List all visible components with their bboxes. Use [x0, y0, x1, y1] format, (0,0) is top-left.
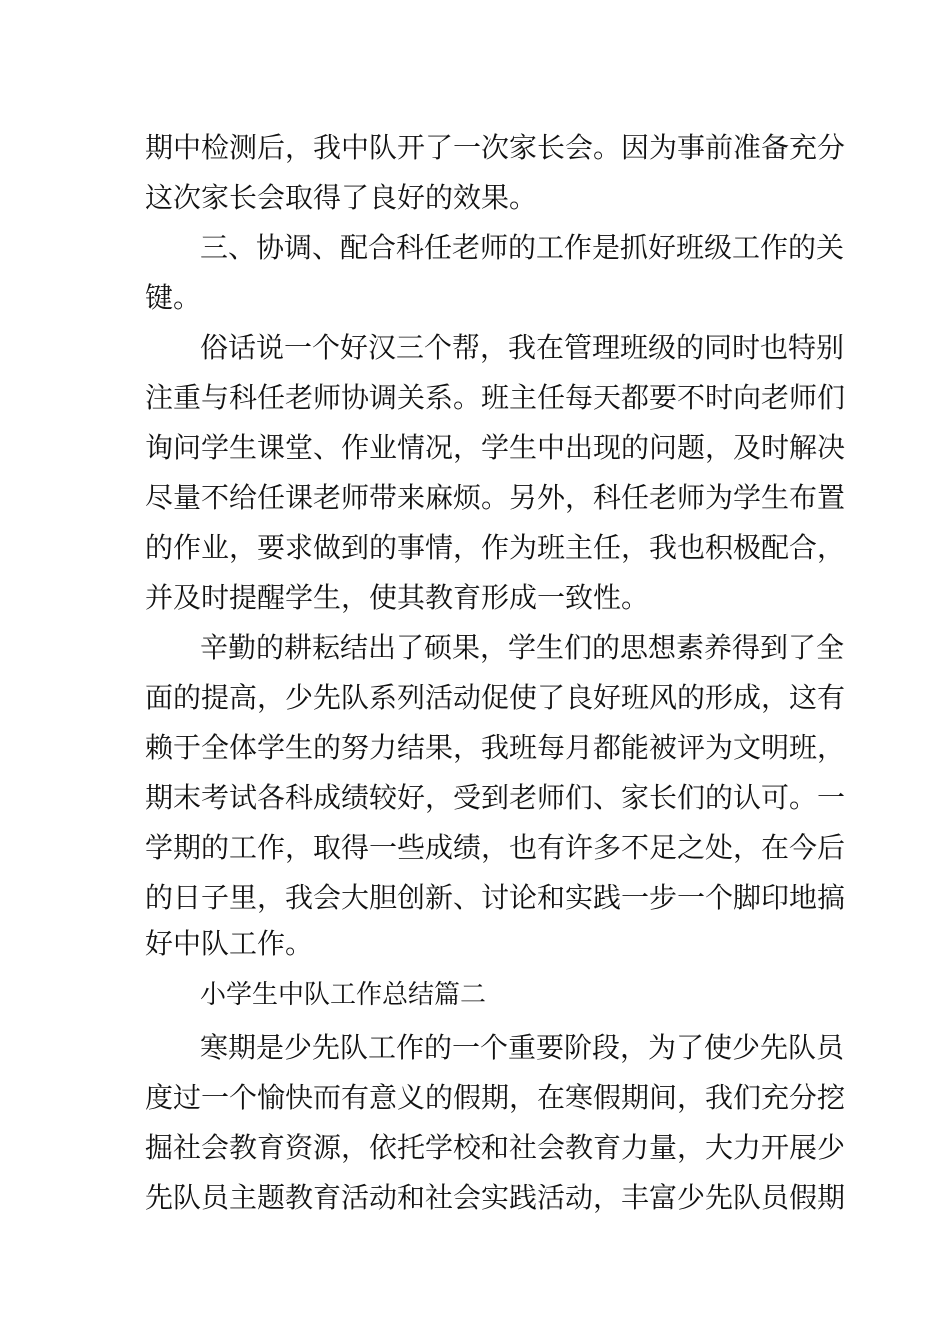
text-line: 度过一个愉快而有意义的假期，在寒假期间，我们充分挖	[145, 1081, 846, 1114]
text-line: 寒期是少先队工作的一个重要阶段，为了使少先队员	[200, 1031, 845, 1064]
text-line: 并及时提醒学生，使其教育形成一致性。	[145, 581, 650, 614]
text-line: 这次家长会取得了良好的效果。	[145, 181, 538, 214]
text-line: 的日子里，我会大胆创新、讨论和实践一步一个脚印地搞	[145, 881, 846, 914]
text-line: 询问学生课堂、作业情况，学生中出现的问题，及时解决	[145, 431, 846, 464]
section-heading-line: 键。	[145, 281, 202, 314]
article-subtitle: 小学生中队工作总结篇二	[200, 980, 487, 1010]
text-line: 尽量不给任课老师带来麻烦。另外，科任老师为学生布置	[145, 481, 846, 514]
text-line: 学期的工作，取得一些成绩，也有许多不足之处，在今后	[145, 831, 846, 864]
section-heading-line: 三、协调、配合科任老师的工作是抓好班级工作的关	[200, 231, 845, 264]
text-line: 掘社会教育资源，依托学校和社会教育力量，大力开展少	[145, 1131, 846, 1164]
text-line: 期末考试各科成绩较好，受到老师们、家长们的认可。一	[145, 781, 846, 814]
text-line: 的作业，要求做到的事情，作为班主任，我也积极配合，	[145, 531, 846, 564]
text-line: 辛勤的耕耘结出了硕果，学生们的思想素养得到了全	[200, 631, 845, 664]
text-line: 好中队工作。	[145, 927, 314, 960]
text-line: 面的提高，少先队系列活动促使了良好班风的形成，这有	[145, 681, 846, 714]
text-line: 赖于全体学生的努力结果，我班每月都能被评为文明班，	[145, 731, 846, 764]
text-line: 俗话说一个好汉三个帮，我在管理班级的同时也特别	[200, 331, 845, 364]
text-line: 先队员主题教育活动和社会实践活动，丰富少先队员假期	[145, 1181, 846, 1214]
text-line: 注重与科任老师协调关系。班主任每天都要不时向老师们	[145, 381, 846, 414]
text-line: 期中检测后，我中队开了一次家长会。因为事前准备充分	[145, 131, 846, 164]
